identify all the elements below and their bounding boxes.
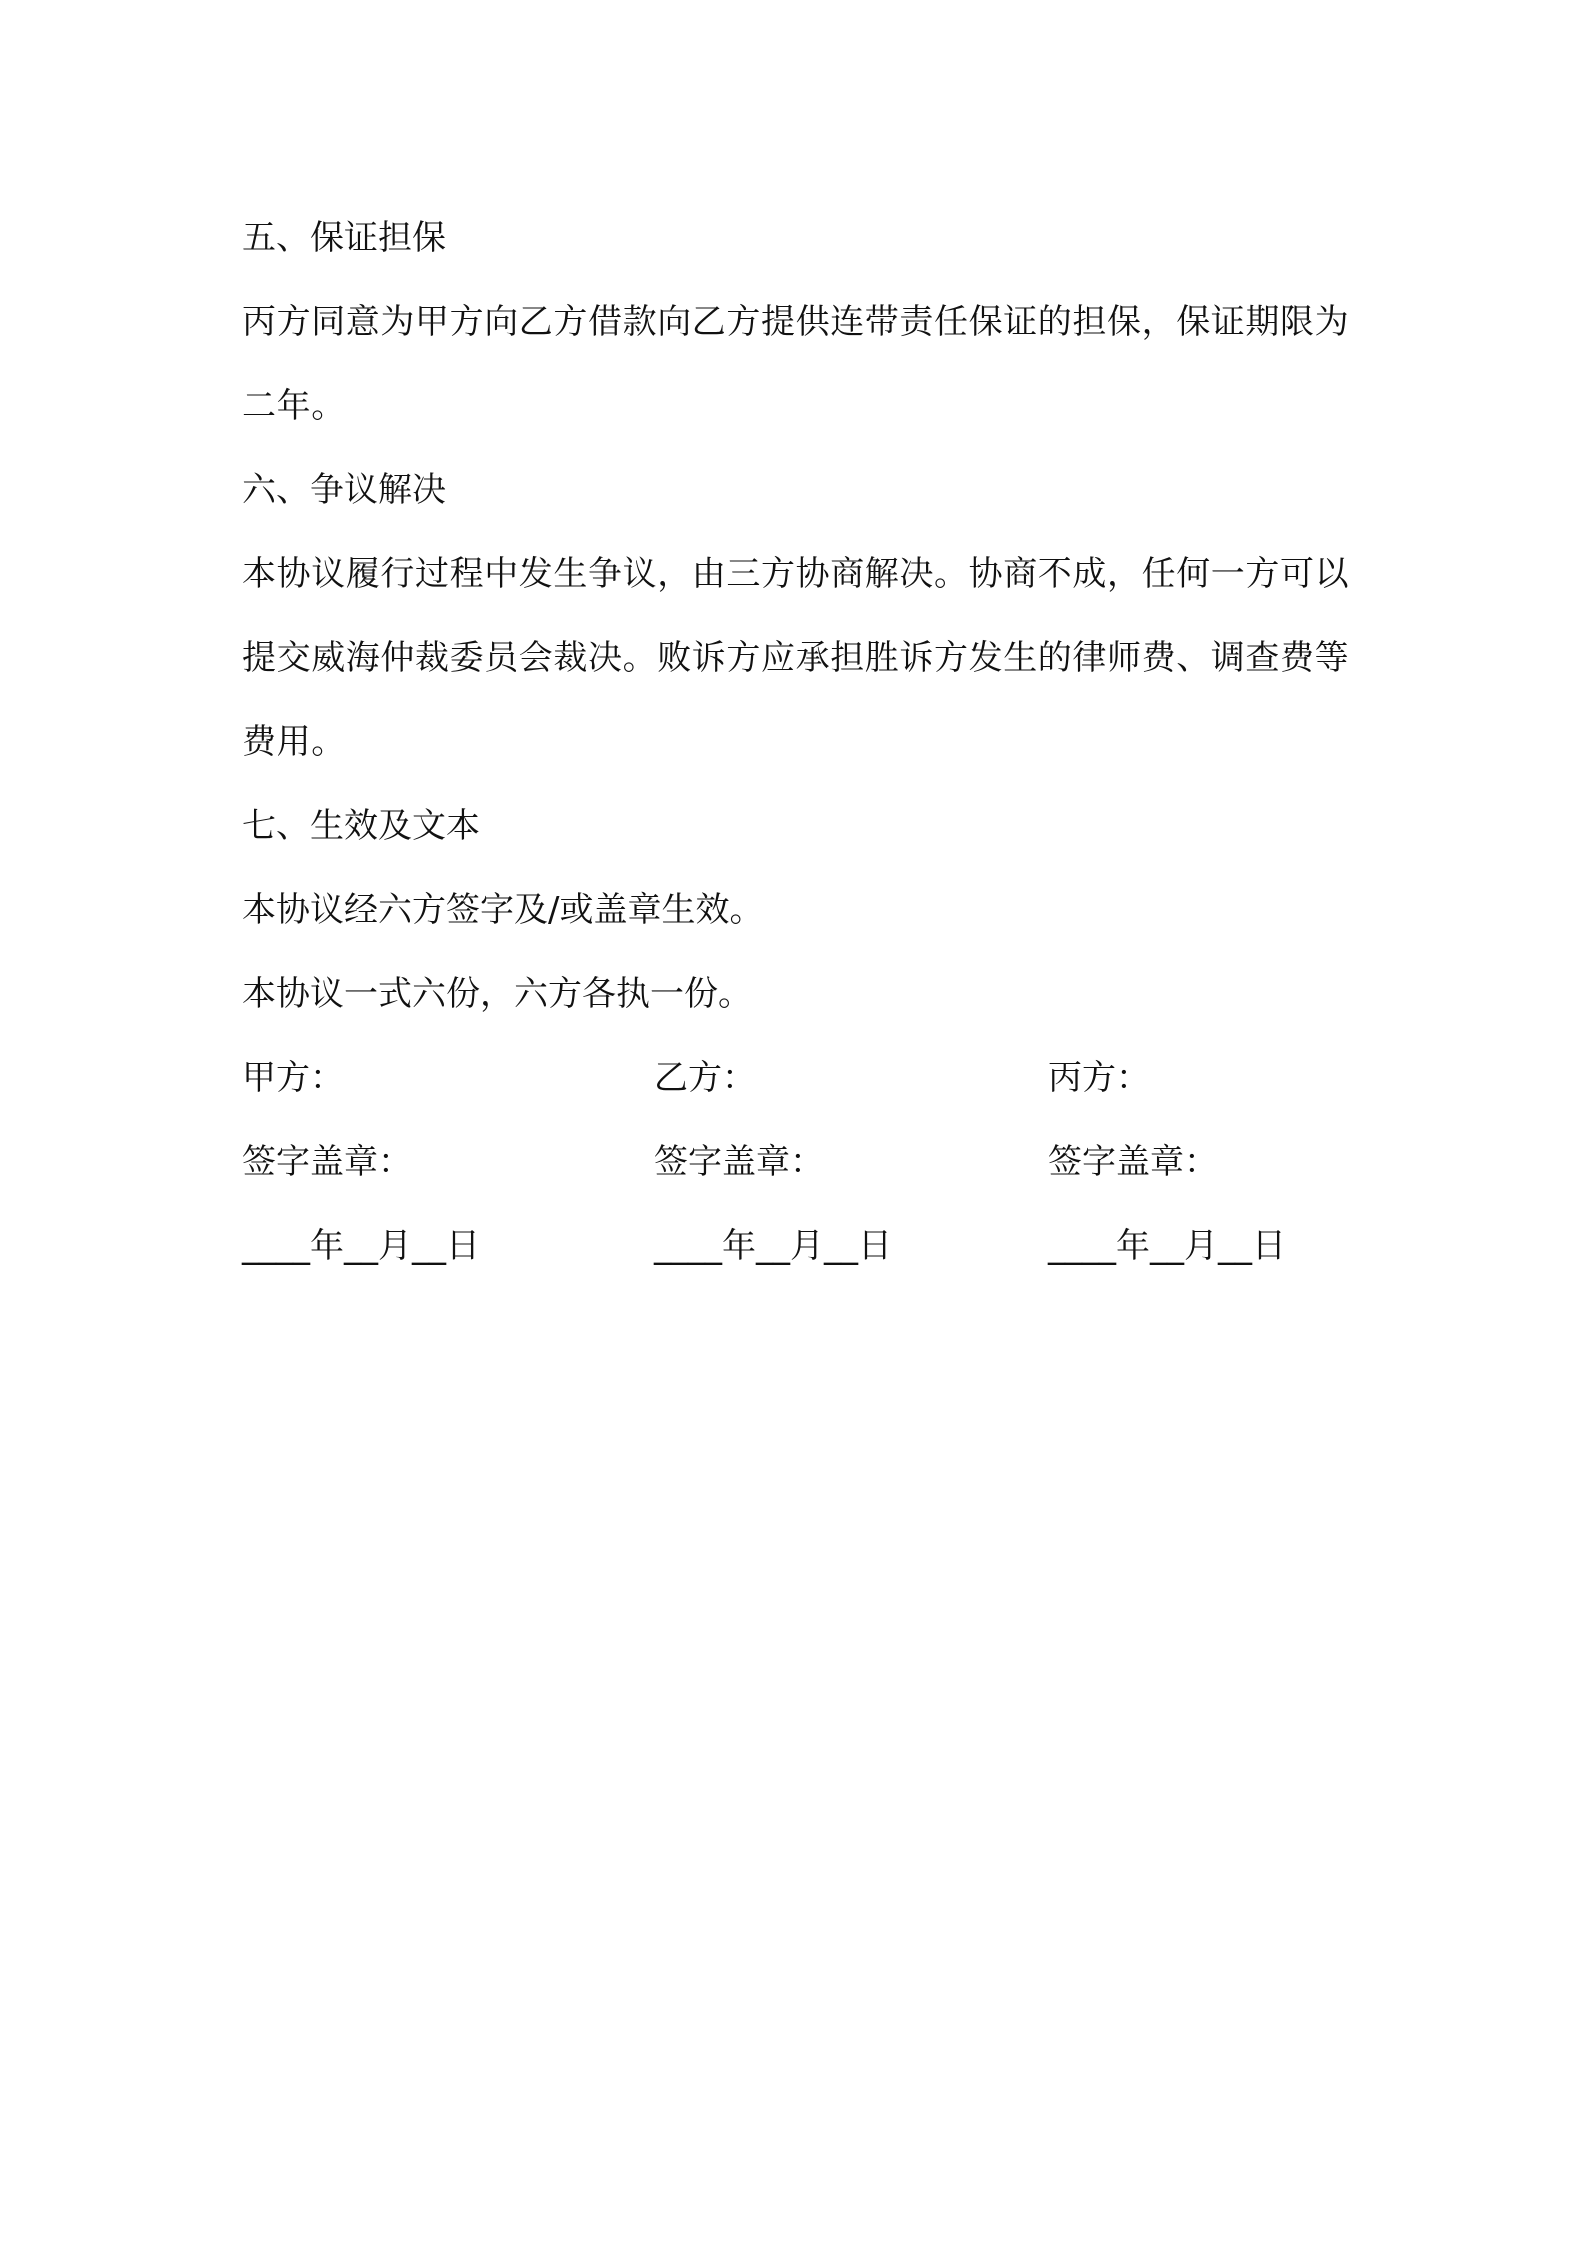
section-body-guarantee: 丙方同意为甲方向乙方借款向乙方提供连带责任保证的担保，保证期限为二年。	[242, 302, 1350, 426]
section-heading-effect: 七、生效及文本	[242, 806, 480, 846]
party-c-label: 丙方：	[1048, 1058, 1150, 1098]
party-b-sign-label: 签字盖章：	[654, 1142, 824, 1182]
party-c-date-field: ____年__月__日	[1048, 1226, 1286, 1266]
party-a-sign-label: 签字盖章：	[242, 1142, 412, 1182]
party-c-sign-label: 签字盖章：	[1048, 1142, 1218, 1182]
section-body-dispute: 本协议履行过程中发生争议，由三方协商解决。协商不成，任何一方可以提交威海仲裁委员会裁决。败诉方应承担胜诉方发生的律师费、调查费等费用。	[242, 554, 1350, 762]
party-b-date-field: ____年__月__日	[654, 1226, 892, 1266]
signature-party-row	[242, 1036, 1352, 1120]
effect-clause-signing: 本协议经六方签字及/或盖章生效。	[242, 890, 764, 930]
section-heading-guarantee: 五、保证担保	[242, 218, 446, 258]
signature-seal-row	[242, 1120, 1352, 1204]
effect-clause-copies: 本协议一式六份，六方各执一份。	[242, 974, 752, 1014]
party-a-label: 甲方：	[242, 1058, 344, 1098]
document-body	[242, 196, 1352, 1288]
signature-date-row	[242, 1204, 1352, 1288]
party-a-date-field: ____年__月__日	[242, 1226, 480, 1266]
section-heading-dispute: 六、争议解决	[242, 470, 446, 510]
party-b-label: 乙方：	[654, 1058, 756, 1098]
